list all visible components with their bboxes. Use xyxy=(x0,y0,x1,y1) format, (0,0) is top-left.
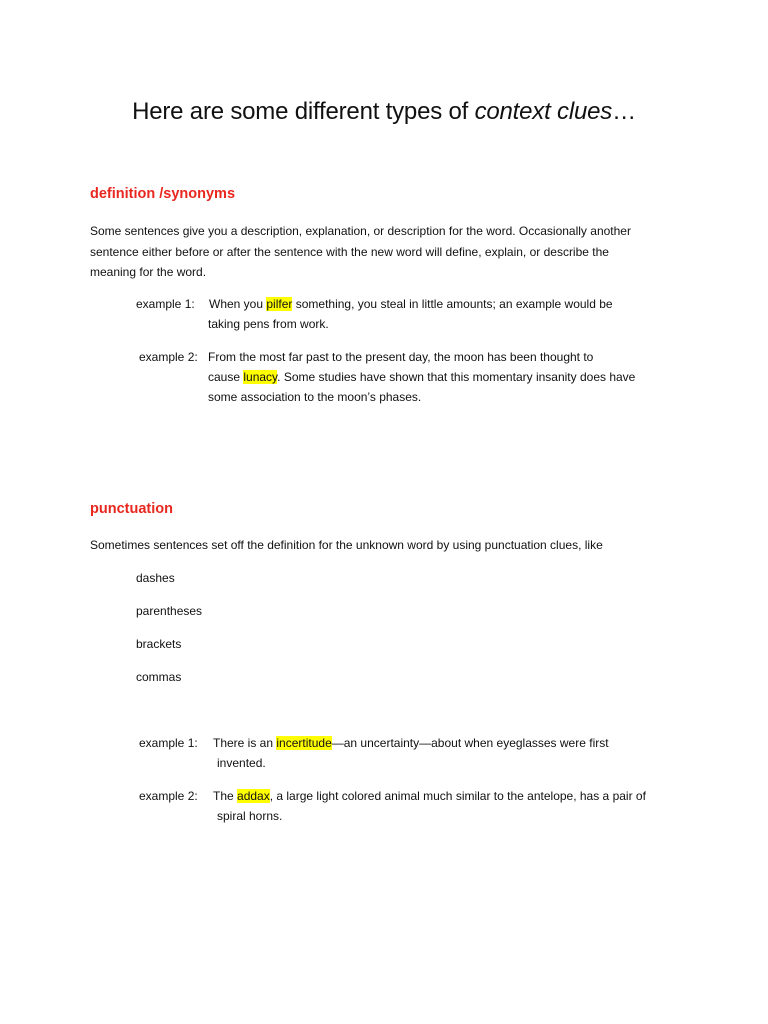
title-prefix: Here are some different types of xyxy=(132,98,475,125)
example-text: , a large light colored animal much similar to the antelope, has a pair of xyxy=(269,789,646,803)
definition-paragraph-line-3: meaning for the word. xyxy=(90,265,207,279)
punctuation-example-1 xyxy=(139,733,699,777)
example-text: cause xyxy=(208,370,244,384)
definition-heading: definition /synonyms xyxy=(90,186,236,202)
example-text: . Some studies have shown that this momentary insanity does have xyxy=(277,370,636,384)
example-label: example 1: xyxy=(136,297,195,311)
punctuation-example-2 xyxy=(139,786,699,830)
example-text: There is an xyxy=(213,736,277,750)
highlighted-word: addax xyxy=(237,789,270,803)
example-line-1: From the most far past to the present day, the moon has been thought to xyxy=(208,350,594,364)
page-title xyxy=(0,98,768,126)
example-line-1 xyxy=(213,733,609,753)
example-line-1 xyxy=(213,786,646,806)
example-text: When you xyxy=(209,297,267,311)
definition-paragraph xyxy=(90,221,680,283)
list-item-dashes: dashes xyxy=(136,571,175,585)
definition-paragraph-line-1: Some sentences give you a description, explanation, or description for the word. Occasionally another xyxy=(90,224,631,238)
definition-paragraph-line-2: sentence either before or after the sentence with the new word will define, explain, or describe the xyxy=(90,244,609,259)
example-text: —an uncertainty—about when eyeglasses were first xyxy=(331,736,609,750)
highlighted-word: lunacy xyxy=(243,370,278,384)
example-label: example 1: xyxy=(139,736,198,750)
punctuation-heading: punctuation xyxy=(90,501,173,517)
list-item-brackets: brackets xyxy=(136,637,182,651)
example-line-1 xyxy=(209,294,613,314)
example-line-2: spiral horns. xyxy=(217,809,283,823)
title-emphasis: context clues xyxy=(474,98,613,125)
list-item-commas: commas xyxy=(136,670,182,684)
example-line-2: invented. xyxy=(217,756,266,770)
definition-example-2 xyxy=(139,347,699,411)
example-text: something, you steal in little amounts; an example would be xyxy=(292,297,613,311)
list-item-parentheses: parentheses xyxy=(136,604,203,618)
punctuation-intro: Sometimes sentences set off the definition for the unknown word by using punctuation clues, like xyxy=(90,538,603,552)
example-line-2 xyxy=(208,367,635,387)
example-line-2: taking pens from work. xyxy=(208,317,329,331)
definition-example-1 xyxy=(136,294,696,338)
title-suffix: … xyxy=(612,98,636,125)
example-line-3: some association to the moon’s phases. xyxy=(208,390,422,404)
example-label: example 2: xyxy=(139,350,198,364)
highlighted-word: incertitude xyxy=(276,736,332,750)
example-text: The xyxy=(213,789,238,803)
example-label: example 2: xyxy=(139,789,198,803)
highlighted-word: pilfer xyxy=(266,297,293,311)
